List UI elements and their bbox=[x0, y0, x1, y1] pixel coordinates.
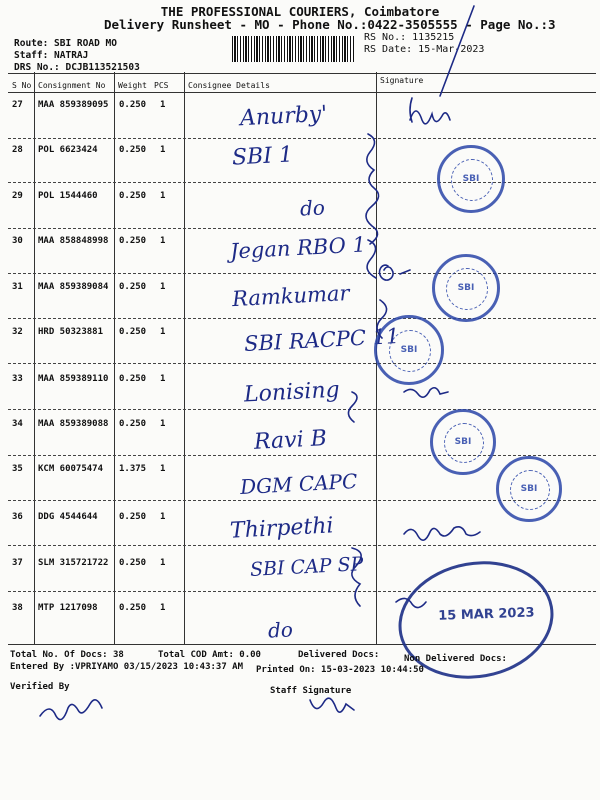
printed-on: Printed On: 15-03-2023 10:44:50 bbox=[256, 665, 424, 675]
row-weight: 0.250 bbox=[119, 145, 147, 155]
row-consignment: MAA 859389084 bbox=[38, 282, 109, 292]
row-pcs: 1 bbox=[160, 464, 166, 474]
row-pcs: 1 bbox=[160, 282, 166, 292]
row-weight: 0.250 bbox=[119, 558, 147, 568]
row-consignee-handwriting: Ravi B bbox=[253, 426, 328, 455]
row-sno: 31 bbox=[12, 282, 23, 292]
row-consignee-handwriting: SBI RACPC 11 bbox=[243, 323, 400, 357]
table-header-border bbox=[8, 92, 596, 93]
row-pcs: 1 bbox=[160, 374, 166, 384]
row-consignee-handwriting: Jegan RBO 1 bbox=[229, 232, 367, 264]
row-divider bbox=[8, 318, 596, 319]
row-divider bbox=[8, 455, 596, 456]
row-sno: 36 bbox=[12, 512, 23, 522]
row-consignment: MAA 859389088 bbox=[38, 419, 109, 429]
row-sno: 30 bbox=[12, 236, 23, 246]
row-divider bbox=[8, 409, 596, 410]
row-consignment: POL 1544460 bbox=[38, 191, 98, 201]
row-divider bbox=[8, 138, 596, 139]
row-sno: 37 bbox=[12, 558, 23, 568]
row-pcs: 1 bbox=[160, 236, 166, 246]
row-consignee-handwriting: do bbox=[299, 195, 326, 221]
date-stamp-text: 15 MAR 2023 bbox=[437, 605, 535, 624]
row-pcs: 1 bbox=[160, 603, 166, 613]
row-pcs: 1 bbox=[160, 145, 166, 155]
rs-date: RS Date: 15-Mar-2023 bbox=[364, 44, 485, 55]
row-consignee-handwriting: SBI CAP SP bbox=[249, 553, 364, 581]
route-label: Route: SBI ROAD MO bbox=[14, 38, 117, 49]
row-consignment: MTP 1217098 bbox=[38, 603, 98, 613]
sbi-stamp: SBI bbox=[437, 145, 505, 213]
row-sno: 35 bbox=[12, 464, 23, 474]
row-pcs: 1 bbox=[160, 100, 166, 110]
row-weight: 0.250 bbox=[119, 419, 147, 429]
row-sno: 38 bbox=[12, 603, 23, 613]
row-weight: 0.250 bbox=[119, 603, 147, 613]
row-divider bbox=[8, 363, 596, 364]
col-header-weight: Weight bbox=[118, 81, 147, 90]
row-sno: 27 bbox=[12, 100, 23, 110]
total-cod: Total COD Amt: 0.00 bbox=[158, 650, 261, 660]
row-divider bbox=[8, 228, 596, 229]
col-divider bbox=[184, 72, 185, 644]
verified-by-label: Verified By bbox=[10, 682, 70, 692]
table-top-border bbox=[8, 73, 596, 74]
barcode bbox=[232, 36, 354, 62]
row-consignment: DDG 4544644 bbox=[38, 512, 98, 522]
row-pcs: 1 bbox=[160, 512, 166, 522]
staff-label: Staff: NATRAJ bbox=[14, 50, 89, 61]
row-weight: 0.250 bbox=[119, 282, 147, 292]
row-consignee-handwriting: SBI 1 bbox=[231, 142, 294, 171]
drs-number: DRS No.: DCJB113521503 bbox=[14, 62, 140, 73]
row-weight: 0.250 bbox=[119, 191, 147, 201]
row-consignee-handwriting: Ramkumar bbox=[231, 280, 351, 312]
row-divider bbox=[8, 545, 596, 546]
row-weight: 0.250 bbox=[119, 374, 147, 384]
row-consignee-handwriting: Anurby' bbox=[239, 101, 328, 132]
row-consignee-handwriting: DGM CAPC bbox=[239, 468, 358, 500]
runsheet-subtitle: Delivery Runsheet - MO - Phone No.:0422-3505555 - Page No.:3 bbox=[104, 17, 556, 32]
row-sno: 32 bbox=[12, 327, 23, 337]
row-weight: 0.250 bbox=[119, 327, 147, 337]
delivered-docs: Delivered Docs: bbox=[298, 650, 380, 660]
company-title: THE PROFESSIONAL COURIERS, Coimbatore bbox=[160, 4, 440, 19]
col-header-sno: S No bbox=[12, 81, 32, 90]
col-header-signature: Signature bbox=[380, 76, 424, 85]
row-consignee-handwriting: Lonising bbox=[243, 377, 341, 408]
col-header-consignee: Consignee Details bbox=[188, 81, 270, 90]
row-consignment: KCM 60075474 bbox=[38, 464, 104, 474]
col-divider bbox=[34, 72, 35, 644]
row-weight: 0.250 bbox=[119, 236, 147, 246]
sbi-stamp: SBI bbox=[374, 315, 444, 385]
row-divider bbox=[8, 273, 596, 274]
non-delivered-docs: Non Delivered Docs: bbox=[404, 654, 507, 664]
row-sno: 34 bbox=[12, 419, 23, 429]
row-pcs: 1 bbox=[160, 419, 166, 429]
row-consignee-handwriting: Thirpethi bbox=[229, 513, 335, 544]
row-weight: 0.250 bbox=[119, 100, 147, 110]
row-consignee-handwriting: do bbox=[267, 617, 294, 643]
row-weight: 1.375 bbox=[119, 464, 147, 474]
sbi-stamp: SBI bbox=[430, 409, 496, 475]
row-consignment: SLM 315721722 bbox=[38, 558, 109, 568]
row-consignment: POL 6623424 bbox=[38, 145, 98, 155]
col-divider bbox=[114, 72, 115, 644]
row-sno: 33 bbox=[12, 374, 23, 384]
row-pcs: 1 bbox=[160, 327, 166, 337]
col-header-pcs: PCS bbox=[154, 81, 169, 90]
total-docs: Total No. Of Docs: 38 bbox=[10, 650, 124, 660]
entered-by: Entered By :VPRIYAMO 03/15/2023 10:43:37 AM bbox=[10, 662, 243, 672]
row-consignment: MAA 858848998 bbox=[38, 236, 109, 246]
staff-signature-label: Staff Signature bbox=[270, 686, 352, 696]
row-pcs: 1 bbox=[160, 191, 166, 201]
row-pcs: 1 bbox=[160, 558, 166, 568]
row-weight: 0.250 bbox=[119, 512, 147, 522]
row-consignment: HRD 50323881 bbox=[38, 327, 104, 337]
rs-number: RS No.: 1135215 bbox=[364, 32, 455, 43]
row-consignment: MAA 859389110 bbox=[38, 374, 109, 384]
row-sno: 29 bbox=[12, 191, 23, 201]
sbi-stamp: SBI bbox=[496, 456, 562, 522]
row-consignment: MAA 859389095 bbox=[38, 100, 109, 110]
sbi-stamp: SBI bbox=[432, 254, 500, 322]
col-header-consignment: Consignment No bbox=[38, 81, 106, 90]
row-divider bbox=[8, 182, 596, 183]
row-sno: 28 bbox=[12, 145, 23, 155]
